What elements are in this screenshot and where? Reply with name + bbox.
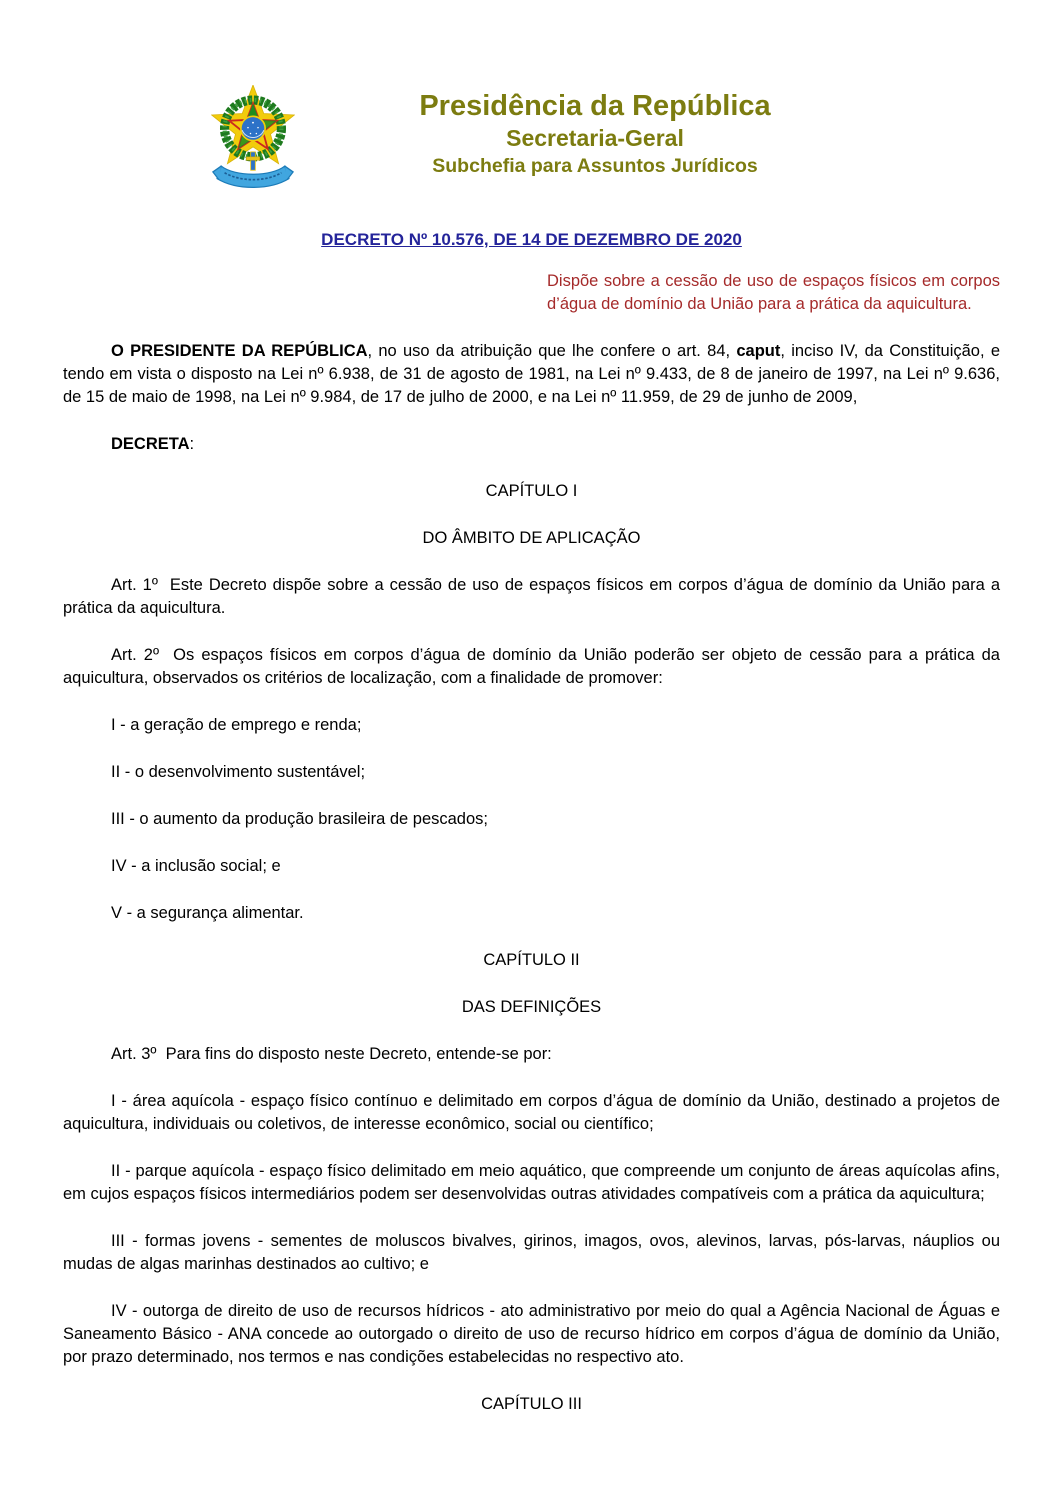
header-subchief-title: Subchefia para Assuntos Jurídicos (432, 155, 758, 177)
chapter-1-heading: CAPÍTULO I (485, 482, 578, 500)
article-2: Art. 2º Os espaços físicos em corpos d’água de domínio da União poderão ser objeto de cessão para a prática da aquicultura, observados os critérios de localização, com a finalidade de promover: (63, 646, 1000, 687)
article-3-item-1: I - área aquícola - espaço físico contínuo e delimitado em corpos d’água de domínio da União, destinado a projetos de aquicultura, individuais ou coletivos, de interesse econômico, social ou científico; (63, 1092, 1000, 1133)
preamble-lead: O PRESIDENTE DA REPÚBLICA (111, 342, 368, 360)
header (211, 85, 861, 197)
chapter-3-heading: CAPÍTULO III (481, 1395, 582, 1413)
decreta-word: DECRETA (111, 435, 190, 453)
article-2-item-2: II - o desenvolvimento sustentável; (111, 763, 366, 781)
header-org-title: Presidência da República (419, 90, 771, 122)
decreta-colon: : (189, 435, 195, 453)
preamble-rest: , inciso IV, da Constituição, e tendo em vista o disposto na Lei nº 6.938, de 31 de agosto de 1981, na Lei nº 9.433, de 8 de janeiro de 1997, na Lei nº 9.636, de 15 de maio de 1998, na Lei nº 9.984, de 17 de julho de 2000, e na Lei nº 11.959, de 29 de junho de 2009, (63, 342, 1001, 406)
article-3-item-3: III - formas jovens - sementes de moluscos bivalves, girinos, imagos, ovos, alevinos, larvas, pós-larvas, náuplios ou mudas de algas marinhas destinados ao cultivo; e (63, 1232, 1000, 1273)
preamble-paragraph (63, 340, 1000, 409)
article-3-item-2: II - parque aquícola - espaço físico delimitado em meio aquático, que compreende um conjunto de áreas aquícolas afins, em cujos espaços físicos intermediários podem ser desenvolvidas outras atividades compatíveis com a prática da aquicultura; (63, 1162, 1000, 1203)
article-2-item-3: III - o aumento da produção brasileira de pescados; (111, 810, 488, 828)
chapter-2-subtitle: DAS DEFINIÇÕES (461, 998, 602, 1016)
preamble-caput: caput (736, 342, 781, 360)
chapter-1-subtitle: DO ÂMBITO DE APLICAÇÃO (422, 529, 641, 547)
decree-ementa: Dispõe sobre a cessão de uso de espaços físicos em corpos d’água de domínio da União para a prática da aquicultura. (547, 272, 1000, 313)
header-secretariat-title: Secretaria-Geral (506, 125, 684, 151)
brazil-coat-of-arms-icon (211, 85, 295, 197)
article-2-item-4: IV - a inclusão social; e (111, 857, 281, 875)
preamble-mid: , no uso da atribuição que lhe confere o art. 84, (367, 342, 737, 360)
article-1: Art. 1º Este Decreto dispõe sobre a cessão de uso de espaços físicos em corpos d’água de domínio da União para a prática da aquicultura. (63, 576, 1000, 617)
decreta-paragraph (63, 433, 1000, 456)
article-2-item-5: V - a segurança alimentar. (111, 904, 304, 922)
article-3: Art. 3º Para fins do disposto neste Decreto, entende-se por: (111, 1045, 552, 1063)
article-3-item-4: IV - outorga de direito de uso de recursos hídricos - ato administrativo por meio do qual a Agência Nacional de Águas e Saneamento Básico - ANA concede ao outorgado o direito de uso de recurso hídrico em corpos d’água de domínio da União, por prazo determinado, nos termos e nas condições estabelecidas no respectivo ato. (63, 1302, 1000, 1366)
article-2-item-1: I - a geração de emprego e renda; (111, 716, 362, 734)
chapter-2-heading: CAPÍTULO II (483, 951, 580, 969)
decree-title-link[interactable]: DECRETO Nº 10.576, DE 14 DE DEZEMBRO DE 2020 (321, 230, 742, 249)
header-titles (329, 85, 861, 180)
decree-title (63, 228, 1000, 251)
